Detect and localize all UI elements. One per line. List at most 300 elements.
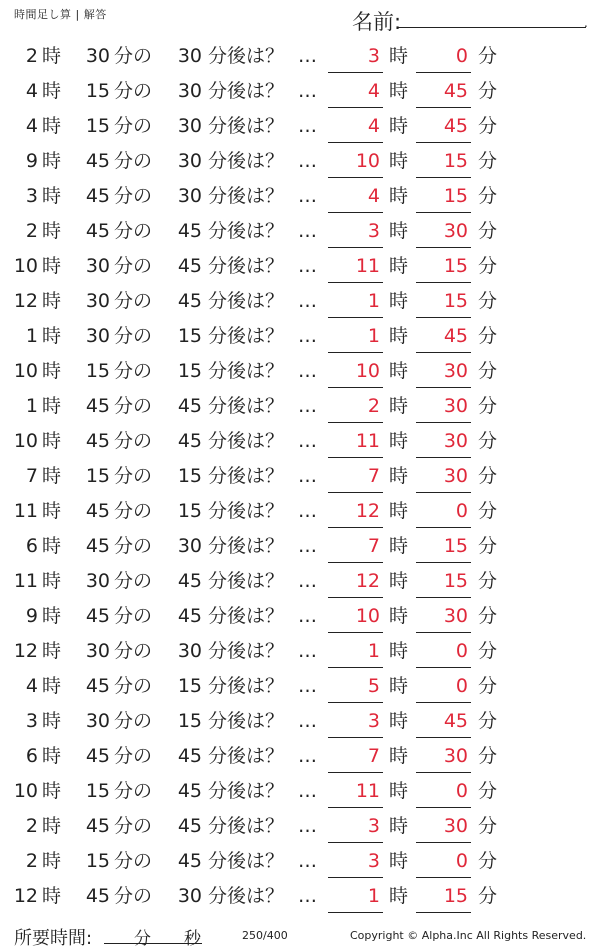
answer-hour-line (328, 317, 383, 318)
added-minutes: 45 (177, 780, 202, 802)
required-time-label: 所要時間: (14, 928, 93, 949)
answer-minute: 30 (443, 605, 468, 627)
start-minute: 30 (85, 325, 110, 347)
start-hour: 7 (25, 465, 38, 487)
answer-minute-label: 分 (478, 115, 498, 137)
start-hour: 10 (13, 430, 38, 452)
answer-minute: 15 (443, 885, 468, 907)
required-time-second-label: 秒 (184, 929, 201, 949)
ellipsis: … (298, 290, 317, 312)
ellipsis: … (298, 815, 317, 837)
answer-hour-label: 時 (389, 290, 409, 312)
added-minutes: 45 (177, 605, 202, 627)
answer-minute-label: 分 (478, 535, 498, 557)
start-hour: 2 (25, 850, 38, 872)
minute-of-label: 分の (114, 815, 153, 837)
minute-of-label: 分の (114, 325, 153, 347)
after-question-label: 分後は？ (208, 640, 285, 662)
hour-label: 時 (42, 815, 62, 837)
ellipsis: … (298, 640, 317, 662)
answer-hour-line (328, 212, 383, 213)
required-time-minute-label: 分 (134, 929, 151, 949)
answer-hour: 3 (367, 850, 380, 872)
answer-hour: 1 (367, 290, 380, 312)
hour-label: 時 (42, 500, 62, 522)
problem-row (0, 39, 600, 74)
minute-of-label: 分の (114, 885, 153, 907)
answer-minute-line (416, 562, 471, 563)
answer-hour-line (328, 842, 383, 843)
after-question-label: 分後は？ (208, 815, 285, 837)
answer-hour-label: 時 (389, 710, 409, 732)
name-end-dot: . (584, 16, 588, 30)
problem-row (0, 739, 600, 774)
start-hour: 3 (25, 710, 38, 732)
added-minutes: 15 (177, 465, 202, 487)
start-minute: 45 (85, 500, 110, 522)
after-question-label: 分後は？ (208, 185, 285, 207)
answer-minute-line (416, 667, 471, 668)
start-hour: 11 (13, 570, 38, 592)
answer-hour: 11 (355, 255, 380, 277)
name-blank-line (398, 27, 586, 28)
answer-minute-line (416, 597, 471, 598)
answer-minute-label: 分 (478, 80, 498, 102)
start-hour: 12 (13, 885, 38, 907)
answer-minute-label: 分 (478, 815, 498, 837)
start-minute: 15 (85, 465, 110, 487)
answer-hour: 4 (367, 185, 380, 207)
problem-row (0, 284, 600, 319)
answer-hour-line (328, 807, 383, 808)
problem-row (0, 669, 600, 704)
name-label: 名前: (352, 10, 402, 34)
minute-of-label: 分の (114, 290, 153, 312)
hour-label: 時 (42, 325, 62, 347)
start-hour: 11 (13, 500, 38, 522)
start-hour: 1 (25, 325, 38, 347)
problem-row (0, 179, 600, 214)
problem-row (0, 319, 600, 354)
minute-of-label: 分の (114, 535, 153, 557)
after-question-label: 分後は？ (208, 395, 285, 417)
answer-minute-line (416, 912, 471, 913)
after-question-label: 分後は？ (208, 780, 285, 802)
minute-of-label: 分の (114, 710, 153, 732)
answer-minute: 45 (443, 710, 468, 732)
answer-minute-line (416, 72, 471, 73)
hour-label: 時 (42, 780, 62, 802)
problem-row (0, 249, 600, 284)
answer-hour-line (328, 177, 383, 178)
answer-minute: 30 (443, 220, 468, 242)
answer-hour-label: 時 (389, 220, 409, 242)
problem-row (0, 809, 600, 844)
answer-minute-line (416, 212, 471, 213)
start-minute: 45 (85, 745, 110, 767)
minute-of-label: 分の (114, 745, 153, 767)
answer-minute: 15 (443, 185, 468, 207)
problem-row (0, 109, 600, 144)
answer-minute: 0 (455, 675, 468, 697)
problem-row (0, 774, 600, 809)
after-question-label: 分後は？ (208, 80, 285, 102)
added-minutes: 45 (177, 850, 202, 872)
answer-hour-line (328, 737, 383, 738)
answer-hour-label: 時 (389, 150, 409, 172)
answer-minute-line (416, 457, 471, 458)
minute-of-label: 分の (114, 255, 153, 277)
answer-hour-line (328, 632, 383, 633)
answer-minute-line (416, 177, 471, 178)
answer-minute-label: 分 (478, 255, 498, 277)
answer-minute-line (416, 737, 471, 738)
answer-minute: 0 (455, 500, 468, 522)
answer-hour: 3 (367, 710, 380, 732)
problem-row (0, 354, 600, 389)
start-minute: 15 (85, 780, 110, 802)
answer-minute: 30 (443, 465, 468, 487)
start-minute: 45 (85, 885, 110, 907)
minute-of-label: 分の (114, 80, 153, 102)
answer-minute-line (416, 702, 471, 703)
answer-hour-label: 時 (389, 570, 409, 592)
answer-minute: 15 (443, 535, 468, 557)
answer-hour-line (328, 107, 383, 108)
start-minute: 30 (85, 290, 110, 312)
answer-hour: 4 (367, 80, 380, 102)
added-minutes: 30 (177, 185, 202, 207)
added-minutes: 30 (177, 885, 202, 907)
start-minute: 15 (85, 360, 110, 382)
start-hour: 2 (25, 815, 38, 837)
after-question-label: 分後は？ (208, 45, 285, 67)
added-minutes: 30 (177, 640, 202, 662)
answer-hour-label: 時 (389, 465, 409, 487)
answer-hour-label: 時 (389, 885, 409, 907)
answer-hour: 10 (355, 605, 380, 627)
answer-minute-line (416, 877, 471, 878)
answer-minute-label: 分 (478, 500, 498, 522)
answer-hour: 7 (367, 745, 380, 767)
after-question-label: 分後は？ (208, 220, 285, 242)
added-minutes: 30 (177, 80, 202, 102)
hour-label: 時 (42, 360, 62, 382)
answer-minute-label: 分 (478, 710, 498, 732)
answer-hour-label: 時 (389, 255, 409, 277)
answer-minute: 30 (443, 815, 468, 837)
ellipsis: … (298, 325, 317, 347)
answer-hour-label: 時 (389, 535, 409, 557)
ellipsis: … (298, 850, 317, 872)
ellipsis: … (298, 710, 317, 732)
hour-label: 時 (42, 220, 62, 242)
answer-hour: 5 (367, 675, 380, 697)
answer-hour-label: 時 (389, 45, 409, 67)
added-minutes: 30 (177, 45, 202, 67)
answer-hour-label: 時 (389, 605, 409, 627)
answer-hour-line (328, 667, 383, 668)
answer-minute-label: 分 (478, 395, 498, 417)
minute-of-label: 分の (114, 500, 153, 522)
start-minute: 15 (85, 115, 110, 137)
start-minute: 15 (85, 850, 110, 872)
copyright: Copyright © Alpha.Inc All Rights Reserved. (350, 929, 587, 942)
answer-minute-line (416, 632, 471, 633)
problem-list (0, 39, 600, 914)
minute-of-label: 分の (114, 150, 153, 172)
problem-row (0, 529, 600, 564)
after-question-label: 分後は？ (208, 570, 285, 592)
answer-hour-label: 時 (389, 360, 409, 382)
start-hour: 2 (25, 220, 38, 242)
answer-hour: 7 (367, 465, 380, 487)
added-minutes: 15 (177, 710, 202, 732)
answer-minute-line (416, 772, 471, 773)
start-minute: 30 (85, 640, 110, 662)
answer-minute-line (416, 492, 471, 493)
answer-hour: 1 (367, 885, 380, 907)
answer-hour-line (328, 772, 383, 773)
added-minutes: 15 (177, 325, 202, 347)
answer-hour-line (328, 387, 383, 388)
after-question-label: 分後は？ (208, 605, 285, 627)
hour-label: 時 (42, 640, 62, 662)
minute-of-label: 分の (114, 360, 153, 382)
answer-hour-label: 時 (389, 745, 409, 767)
answer-hour-label: 時 (389, 815, 409, 837)
answer-minute-label: 分 (478, 675, 498, 697)
answer-minute: 30 (443, 395, 468, 417)
start-minute: 45 (85, 815, 110, 837)
answer-hour: 1 (367, 640, 380, 662)
answer-minute: 15 (443, 255, 468, 277)
after-question-label: 分後は？ (208, 675, 285, 697)
after-question-label: 分後は？ (208, 150, 285, 172)
after-question-label: 分後は？ (208, 430, 285, 452)
answer-hour-line (328, 702, 383, 703)
answer-hour-line (328, 142, 383, 143)
answer-hour-label: 時 (389, 500, 409, 522)
answer-minute-label: 分 (478, 885, 498, 907)
answer-hour-label: 時 (389, 675, 409, 697)
answer-hour-line (328, 912, 383, 913)
start-hour: 1 (25, 395, 38, 417)
minute-of-label: 分の (114, 185, 153, 207)
answer-hour-label: 時 (389, 640, 409, 662)
hour-label: 時 (42, 710, 62, 732)
ellipsis: … (298, 465, 317, 487)
answer-minute-line (416, 422, 471, 423)
start-hour: 10 (13, 255, 38, 277)
minute-of-label: 分の (114, 780, 153, 802)
after-question-label: 分後は？ (208, 465, 285, 487)
answer-minute: 15 (443, 290, 468, 312)
added-minutes: 45 (177, 255, 202, 277)
answer-hour: 11 (355, 430, 380, 452)
answer-minute-line (416, 527, 471, 528)
problem-row (0, 879, 600, 914)
answer-hour-line (328, 492, 383, 493)
start-minute: 45 (85, 395, 110, 417)
problem-row (0, 844, 600, 879)
minute-of-label: 分の (114, 850, 153, 872)
after-question-label: 分後は？ (208, 850, 285, 872)
answer-minute-label: 分 (478, 780, 498, 802)
answer-hour: 11 (355, 780, 380, 802)
start-hour: 6 (25, 535, 38, 557)
answer-minute-label: 分 (478, 430, 498, 452)
answer-minute-line (416, 142, 471, 143)
ellipsis: … (298, 255, 317, 277)
answer-minute: 15 (443, 570, 468, 592)
start-hour: 6 (25, 745, 38, 767)
answer-hour: 3 (367, 815, 380, 837)
problem-row (0, 214, 600, 249)
problem-row (0, 704, 600, 739)
answer-hour-label: 時 (389, 850, 409, 872)
start-hour: 12 (13, 640, 38, 662)
ellipsis: … (298, 115, 317, 137)
start-hour: 4 (25, 675, 38, 697)
start-minute: 45 (85, 535, 110, 557)
hour-label: 時 (42, 395, 62, 417)
added-minutes: 45 (177, 220, 202, 242)
hour-label: 時 (42, 290, 62, 312)
hour-label: 時 (42, 605, 62, 627)
added-minutes: 45 (177, 430, 202, 452)
problem-row (0, 494, 600, 529)
hour-label: 時 (42, 465, 62, 487)
start-hour: 4 (25, 115, 38, 137)
answer-minute-label: 分 (478, 325, 498, 347)
hour-label: 時 (42, 150, 62, 172)
start-hour: 9 (25, 605, 38, 627)
minute-of-label: 分の (114, 605, 153, 627)
answer-minute-line (416, 317, 471, 318)
hour-label: 時 (42, 850, 62, 872)
problem-row (0, 459, 600, 494)
minute-of-label: 分の (114, 675, 153, 697)
page-number: 250/400 (242, 929, 288, 942)
ellipsis: … (298, 675, 317, 697)
hour-label: 時 (42, 885, 62, 907)
added-minutes: 30 (177, 115, 202, 137)
ellipsis: … (298, 150, 317, 172)
start-minute: 45 (85, 185, 110, 207)
start-minute: 30 (85, 255, 110, 277)
answer-minute-line (416, 247, 471, 248)
answer-minute: 0 (455, 850, 468, 872)
start-minute: 30 (85, 570, 110, 592)
answer-hour: 7 (367, 535, 380, 557)
minute-of-label: 分の (114, 220, 153, 242)
answer-hour-label: 時 (389, 115, 409, 137)
answer-minute-label: 分 (478, 185, 498, 207)
ellipsis: … (298, 185, 317, 207)
answer-minute-label: 分 (478, 850, 498, 872)
answer-minute: 0 (455, 780, 468, 802)
start-minute: 15 (85, 80, 110, 102)
added-minutes: 30 (177, 535, 202, 557)
answer-hour-line (328, 422, 383, 423)
after-question-label: 分後は？ (208, 535, 285, 557)
after-question-label: 分後は？ (208, 360, 285, 382)
answer-hour: 12 (355, 570, 380, 592)
ellipsis: … (298, 220, 317, 242)
answer-hour: 2 (367, 395, 380, 417)
answer-minute-label: 分 (478, 570, 498, 592)
answer-minute-line (416, 387, 471, 388)
after-question-label: 分後は？ (208, 290, 285, 312)
ellipsis: … (298, 780, 317, 802)
answer-minute-line (416, 842, 471, 843)
answer-hour-label: 時 (389, 80, 409, 102)
minute-of-label: 分の (114, 570, 153, 592)
problem-row (0, 144, 600, 179)
start-minute: 45 (85, 675, 110, 697)
minute-of-label: 分の (114, 465, 153, 487)
answer-hour-label: 時 (389, 395, 409, 417)
answer-minute: 15 (443, 150, 468, 172)
problem-row (0, 389, 600, 424)
answer-minute-label: 分 (478, 290, 498, 312)
minute-of-label: 分の (114, 640, 153, 662)
ellipsis: … (298, 80, 317, 102)
answer-hour-line (328, 282, 383, 283)
ellipsis: … (298, 570, 317, 592)
answer-minute: 30 (443, 430, 468, 452)
answer-minute: 30 (443, 360, 468, 382)
answer-hour-line (328, 562, 383, 563)
ellipsis: … (298, 360, 317, 382)
answer-minute-label: 分 (478, 360, 498, 382)
answer-hour-line (328, 72, 383, 73)
after-question-label: 分後は？ (208, 885, 285, 907)
added-minutes: 45 (177, 290, 202, 312)
answer-hour-label: 時 (389, 430, 409, 452)
problem-row (0, 74, 600, 109)
hour-label: 時 (42, 185, 62, 207)
answer-minute-line (416, 107, 471, 108)
hour-label: 時 (42, 745, 62, 767)
ellipsis: … (298, 535, 317, 557)
start-minute: 30 (85, 710, 110, 732)
answer-minute-line (416, 282, 471, 283)
answer-minute-label: 分 (478, 220, 498, 242)
answer-hour-label: 時 (389, 325, 409, 347)
worksheet-title: 時間足し算 | 解答 (14, 8, 107, 21)
added-minutes: 45 (177, 395, 202, 417)
answer-hour-line (328, 352, 383, 353)
start-hour: 9 (25, 150, 38, 172)
answer-hour: 10 (355, 360, 380, 382)
answer-hour: 10 (355, 150, 380, 172)
answer-minute-label: 分 (478, 605, 498, 627)
start-hour: 4 (25, 80, 38, 102)
start-minute: 45 (85, 605, 110, 627)
start-hour: 2 (25, 45, 38, 67)
start-hour: 12 (13, 290, 38, 312)
ellipsis: … (298, 605, 317, 627)
start-hour: 10 (13, 360, 38, 382)
minute-of-label: 分の (114, 395, 153, 417)
answer-hour-label: 時 (389, 780, 409, 802)
hour-label: 時 (42, 45, 62, 67)
ellipsis: … (298, 45, 317, 67)
after-question-label: 分後は？ (208, 500, 285, 522)
answer-hour: 12 (355, 500, 380, 522)
